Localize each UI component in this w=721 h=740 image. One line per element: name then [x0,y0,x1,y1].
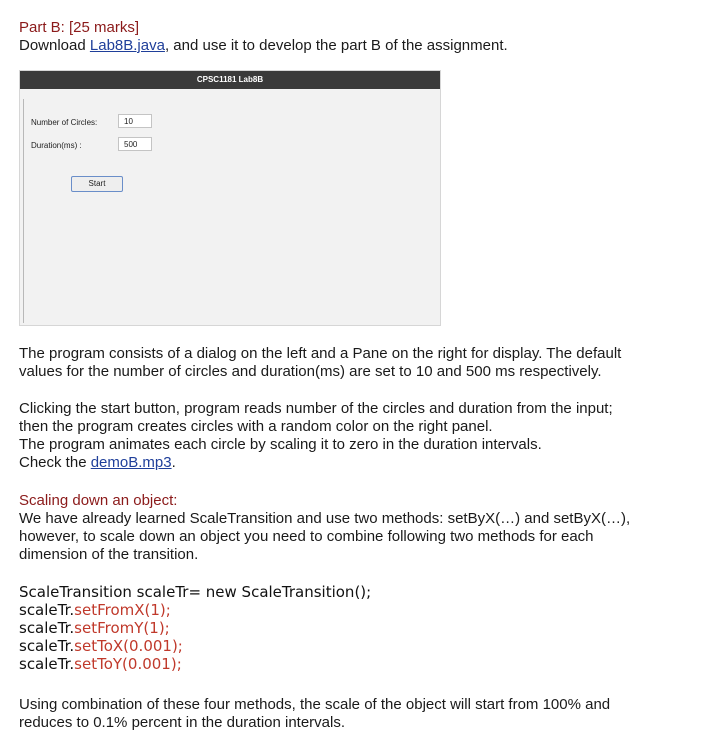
check-prefix: Check the [19,454,91,471]
app-window-title: CPSC1181 Lab8B [20,71,440,89]
code-line-4 [19,637,183,655]
demob-mp3-link[interactable]: demoB.mp3 [90,454,172,471]
part-title: Part B: [25 marks] [19,19,140,36]
code-prefix: scaleTr. [19,655,75,673]
code-line-5 [19,655,182,673]
conclusion-line-2: reduces to 0.1% percent in the duration intervals. [19,714,346,731]
scaling-line-1: We have already learned ScaleTransition and use two methods: setByX(…) and setByX(…), [19,510,631,527]
check-demo-line [19,454,176,472]
circles-input[interactable]: 10 [118,114,152,128]
circles-label: Number of Circles: [31,118,98,127]
code-method-settox: setToX(0.001); [74,637,183,655]
scaling-line-3: dimension of the transition. [19,546,199,563]
code-line-2 [19,601,171,619]
description-line-1: The program consists of a dialog on the left and a Pane on the right for display. The default [19,345,622,362]
code-line-1: ScaleTransition scaleTr= new ScaleTransition(); [19,583,372,601]
download-suffix: , and use it to develop the part B of the assignment. [164,37,508,54]
app-screenshot [19,70,441,326]
scaling-heading: Scaling down an object: [19,492,178,509]
check-suffix: . [171,454,176,471]
duration-label: Duration(ms) : [31,141,82,150]
conclusion-line-1: Using combination of these four methods, the scale of the object will start from 100% and [19,696,611,713]
lab8b-java-link[interactable]: Lab8B.java [89,37,165,54]
download-prefix: Download [19,37,90,54]
behavior-line-1: Clicking the start button, program reads number of the circles and duration from the input; [19,400,613,417]
behavior-line-2: then the program creates circles with a random color on the right panel. [19,418,493,435]
start-button[interactable]: Start [71,176,123,192]
code-prefix: scaleTr. [19,637,75,655]
code-prefix: scaleTr. [19,601,75,619]
scaling-line-2: however, to scale down an object you need to combine following two methods for each [19,528,594,545]
code-prefix: scaleTr. [19,619,75,637]
code-method-setfromy: setFromY(1); [74,619,170,637]
download-line [19,37,508,55]
code-method-setfromx: setFromX(1); [74,601,171,619]
description-line-2: values for the number of circles and duration(ms) are set to 10 and 500 ms respectively. [19,363,602,380]
code-line-3 [19,619,170,637]
duration-input[interactable]: 500 [118,137,152,151]
left-panel-divider [23,99,24,323]
behavior-line-3: The program animates each circle by scaling it to zero in the duration intervals. [19,436,542,453]
code-method-settoy: setToY(0.001); [74,655,182,673]
